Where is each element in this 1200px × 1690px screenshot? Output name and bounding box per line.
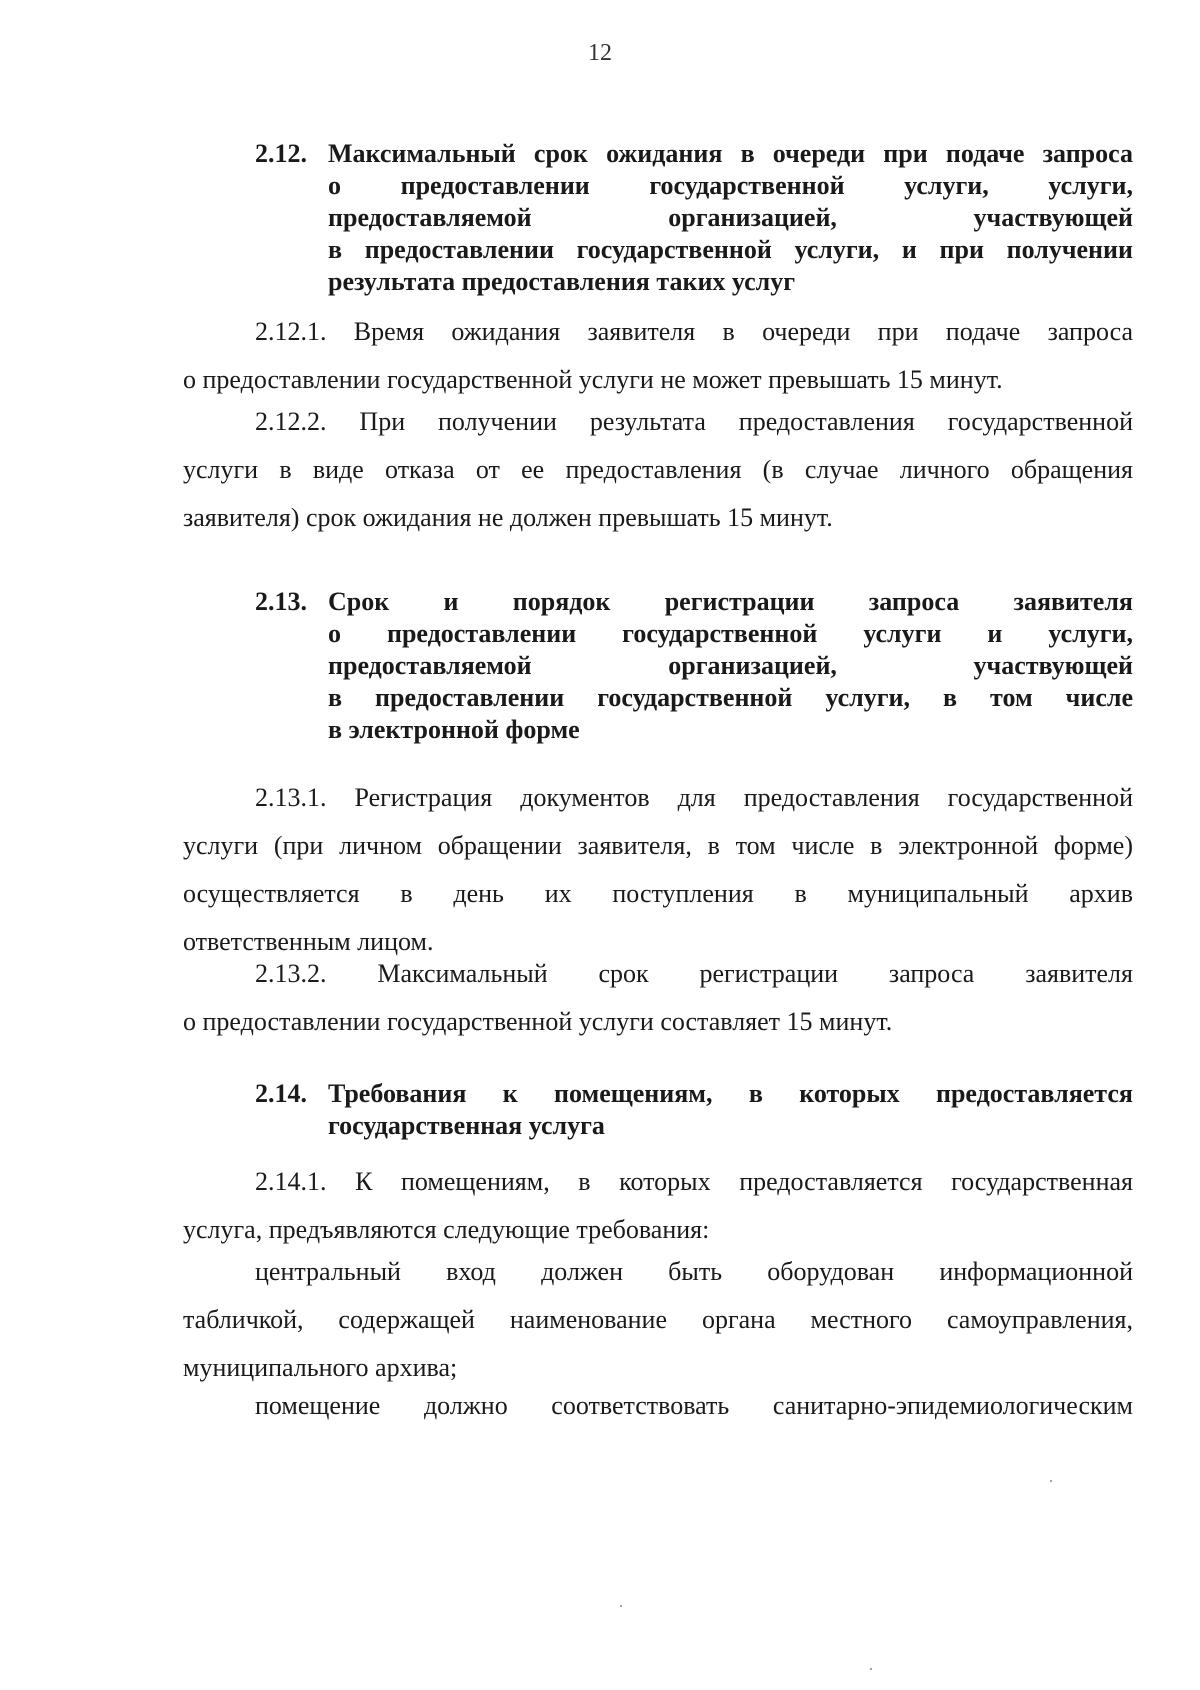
paragraph-2-13-2	[183, 950, 1133, 1046]
section-number: 2.13.	[255, 587, 307, 616]
heading-line: Срок и порядок регистрации запроса заявителя	[328, 587, 1133, 616]
scan-speck	[620, 1605, 622, 1607]
heading-line: в электронной форме	[328, 715, 580, 744]
page-number: 12	[588, 40, 612, 66]
heading-line: результата предоставления таких услуг	[328, 267, 796, 296]
paragraph-line: 2.12.1. Время ожидания заявителя в очереди при подаче запроса	[255, 317, 1133, 346]
heading-line: Максимальный срок ожидания в очереди при подаче запроса	[328, 139, 1133, 168]
heading-line: в предоставлении государственной услуги, в том числе	[328, 683, 1133, 712]
paragraph-2-12-1	[183, 308, 1133, 404]
paragraph-entrance	[183, 1248, 1133, 1392]
section-heading-2-13	[255, 586, 1133, 746]
paragraph-line: 2.12.2. При получении результата предоставления государственной	[255, 407, 1133, 436]
paragraph-line: 2.14.1. К помещениям, в которых предоставляется государственная	[255, 1167, 1133, 1196]
paragraph-line: услуга, предъявляются следующие требования:	[183, 1215, 710, 1244]
paragraph-line: заявителя) срок ожидания не должен превышать 15 минут.	[183, 503, 833, 532]
paragraph-2-12-2	[183, 398, 1133, 542]
heading-line: предоставляемой организацией, участвующей	[328, 651, 1133, 680]
section-heading-2-12	[255, 138, 1133, 298]
paragraph-line: муниципального архива;	[183, 1353, 458, 1382]
paragraph-line: табличкой, содержащей наименование органа местного самоуправления,	[183, 1305, 1133, 1334]
section-number: 2.12.	[255, 139, 307, 168]
paragraph-line: помещение должно соответствовать санитарно-эпидемиологическим	[255, 1391, 1133, 1420]
paragraph-2-13-1	[183, 774, 1133, 966]
paragraph-line: ответственным лицом.	[183, 927, 434, 956]
heading-line: о предоставлении государственной услуги и услуги,	[328, 619, 1133, 648]
paragraph-room	[183, 1382, 1133, 1430]
paragraph-line: услуги (при личном обращении заявителя, в том числе в электронной форме)	[183, 831, 1133, 860]
paragraph-line: 2.13.1. Регистрация документов для предоставления государственной	[255, 783, 1133, 812]
paragraph-line: 2.13.2. Максимальный срок регистрации запроса заявителя	[255, 959, 1133, 988]
paragraph-line: услуги в виде отказа от ее предоставления (в случае личного обращения	[183, 455, 1133, 484]
heading-line: государственная услуга	[328, 1111, 605, 1140]
heading-line: предоставляемой организацией, участвующей	[328, 203, 1133, 232]
scan-speck	[870, 1668, 872, 1670]
paragraph-line: центральный вход должен быть оборудован информационной	[255, 1257, 1133, 1286]
heading-line: в предоставлении государственной услуги, и при получении	[328, 235, 1133, 264]
scan-speck	[1050, 1480, 1052, 1482]
paragraph-line: о предоставлении государственной услуги составляет 15 минут.	[183, 1007, 893, 1036]
section-heading-2-14	[255, 1078, 1133, 1142]
paragraph-line: о предоставлении государственной услуги не может превышать 15 минут.	[183, 365, 1003, 394]
heading-line: о предоставлении государственной услуги, услуги,	[328, 171, 1133, 200]
paragraph-2-14-1	[183, 1158, 1133, 1254]
paragraph-line: осуществляется в день их поступления в муниципальный архив	[183, 879, 1133, 908]
heading-line: Требования к помещениям, в которых предоставляется	[328, 1079, 1133, 1108]
section-number: 2.14.	[255, 1079, 307, 1108]
